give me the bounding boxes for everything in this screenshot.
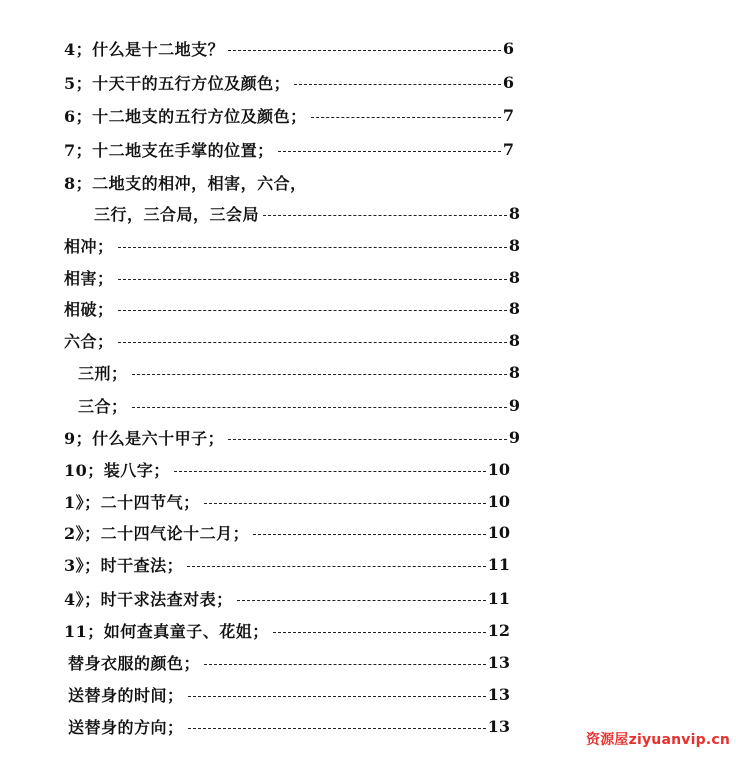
toc-entry-4 [64,36,514,60]
toc-entry-label: 3》；时干查法； [64,555,184,575]
toc-entry-clothing-color [68,650,510,674]
toc-entry-label: 2》；二十四气论十二月； [64,523,250,543]
dot-leader [228,439,507,440]
toc-entry-xiangchong [64,233,520,257]
dot-leader [294,84,501,85]
dot-leader [174,471,486,472]
toc-entry-sanhe [78,393,520,417]
toc-entry-label: 相冲； [64,236,114,256]
toc-page-number: 7 [502,139,514,159]
toc-page-number: 8 [508,267,520,287]
toc-entry-6 [64,103,514,127]
toc-page-number: 6 [502,38,514,58]
toc-entry-label: 8；二地支的相冲，相害，六合， [64,173,307,193]
toc-page-number: 13 [487,652,510,672]
toc-page-number: 10 [487,522,510,542]
toc-entry-10-4 [64,586,510,610]
toc-entry-label: 相破； [64,299,114,319]
dot-leader [187,566,486,567]
toc-page-number: 11 [487,588,510,608]
dot-leader [204,503,486,504]
toc-entry-10-1 [64,489,510,513]
dot-leader [118,310,507,311]
toc-entry-10 [64,457,510,481]
toc-entry-label: 9；什么是六十甲子； [64,428,225,448]
toc-page-number: 11 [487,554,510,574]
toc-page-number: 8 [508,298,520,318]
toc-entry-label: 4；什么是十二地支？ [64,39,225,59]
toc-entry-send-time [68,682,510,706]
toc-page-number: 8 [508,203,520,223]
toc-entry-label: 送替身的时间； [68,685,184,705]
dot-leader [253,534,486,535]
dot-leader [118,247,507,248]
toc-entry-label: 三行，三合局，三会局 [94,204,260,224]
toc-entry-label: 送替身的方向； [68,717,184,737]
dot-leader [118,279,507,280]
toc-page-number: 6 [502,72,514,92]
toc-entry-8 [64,170,307,194]
toc-entry-label: 替身衣服的颜色； [68,653,201,673]
dot-leader [132,374,507,375]
dot-leader [278,151,501,152]
toc-entry-liuhe [64,328,520,352]
toc-page-number: 8 [508,235,520,255]
toc-page-number: 10 [487,459,510,479]
toc-page-number: 8 [508,362,520,382]
dot-leader [132,407,507,408]
dot-leader [188,696,486,697]
toc-entry-label: 4》；时干求法查对表； [64,589,233,609]
toc-page-number: 13 [487,684,510,704]
toc-page-number: 9 [508,427,520,447]
dot-leader [118,342,507,343]
toc-page-number: 12 [487,620,510,640]
toc-entry-9 [64,425,520,449]
dot-leader [204,664,486,665]
toc-entry-label: 三合； [78,396,128,416]
toc-entry-label: 六合； [64,331,114,351]
toc-entry-sanxing [78,360,520,384]
toc-entry-5 [64,70,514,94]
toc-entry-label: 7；十二地支在手掌的位置； [64,140,274,160]
toc-entry-label: 11；如何查真童子、花姐； [64,621,269,641]
toc-entry-send-direction [68,714,510,738]
toc-entry-xianghai [64,265,520,289]
toc-entry-10-3 [64,552,510,576]
watermark: 资源屋ziyuanvip.cn [586,732,730,748]
toc-entry-10-2 [64,520,510,544]
toc-entry-label: 5；十天干的五行方位及颜色； [64,73,291,93]
toc-page-number: 13 [487,716,510,736]
toc-entry-label: 1》；二十四节气； [64,492,200,512]
toc-entry-label: 三刑； [78,363,128,383]
dot-leader [273,632,486,633]
toc-entry-7 [64,137,514,161]
dot-leader [311,117,501,118]
toc-entry-label: 6；十二地支的五行方位及颜色； [64,106,307,126]
toc-entry-8-continued [94,201,520,225]
toc-entry-label: 10；装八字； [64,460,170,480]
toc-entry-xiangpo [64,296,520,320]
dot-leader [188,728,486,729]
toc-page-number: 10 [487,491,510,511]
toc-entry-11 [64,618,510,642]
dot-leader [228,50,501,51]
dot-leader [237,600,486,601]
toc-page-number: 7 [502,105,514,125]
dot-leader [263,215,507,216]
toc-page-number: 8 [508,330,520,350]
toc-page-number: 9 [508,395,520,415]
toc-entry-label: 相害； [64,268,114,288]
